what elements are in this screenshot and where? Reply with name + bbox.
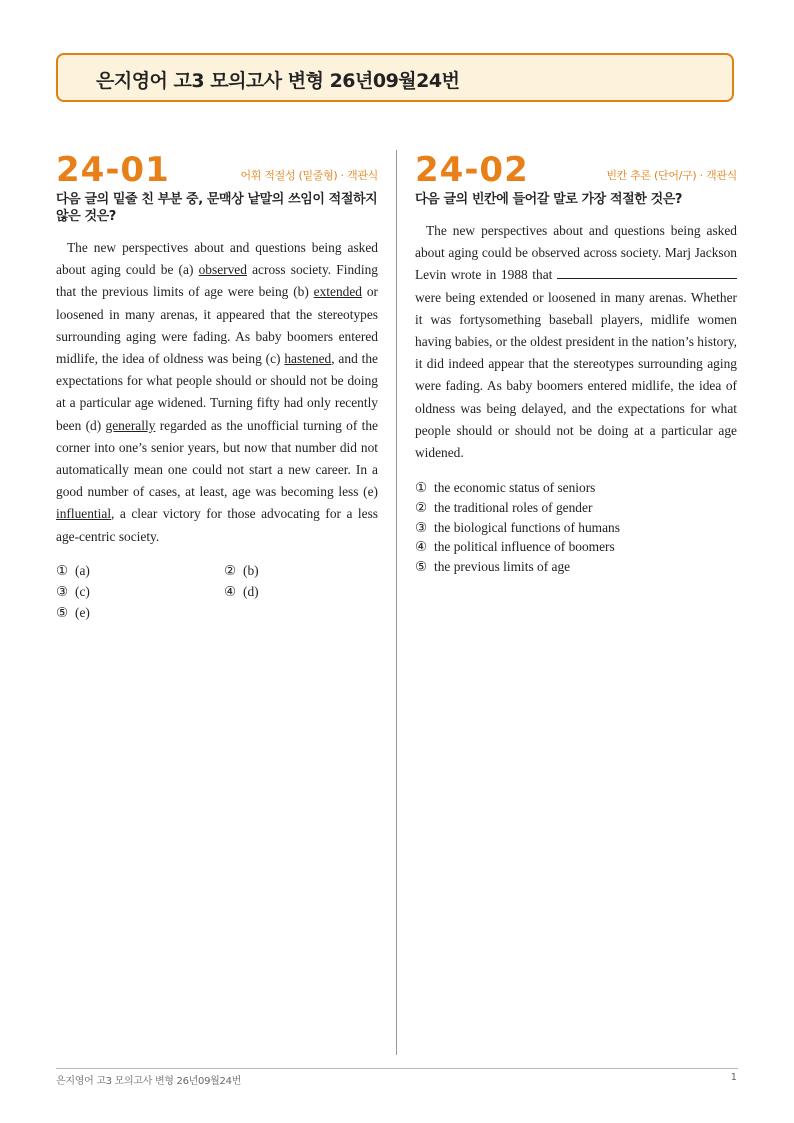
choice-text: (a) xyxy=(75,562,90,578)
choice-number: ① xyxy=(56,562,69,578)
choice-option[interactable] xyxy=(415,478,737,498)
choice-number: ⑤ xyxy=(415,559,428,575)
choice-list xyxy=(415,478,737,577)
passage xyxy=(415,220,737,464)
choice-option[interactable] xyxy=(224,561,374,581)
choice-number: ② xyxy=(224,562,237,578)
passage-text: across society. Finding that the previous limits of age were being (b) xyxy=(56,262,378,300)
question-number: 24-01 xyxy=(56,150,170,190)
passage-text: , a clear victory for those advocating for a less age-centric society. xyxy=(56,506,378,544)
passage-text: The new perspectives about and questions being asked about aging could be (a) xyxy=(56,240,378,278)
question-prompt: 다음 글의 빈칸에 들어갈 말로 가장 적절한 것은? xyxy=(415,192,683,207)
question-number: 24-02 xyxy=(415,150,529,190)
footer-divider xyxy=(56,1068,738,1069)
choice-number: ④ xyxy=(224,583,237,599)
passage-text: The new perspectives about and questions being asked about aging could be observed across society. Marj Jackson Levin wrote in 1988 that xyxy=(415,223,737,283)
choice-text: the previous limits of age xyxy=(434,559,571,575)
question-type: 빈칸 추론 (단어/구) · 객관식 xyxy=(606,169,737,182)
choice-number: ③ xyxy=(415,519,428,535)
underlined-word: hastened xyxy=(284,351,332,367)
choice-number: ① xyxy=(415,480,428,496)
choice-option[interactable] xyxy=(56,582,224,602)
page-title: 은지영어 고3 모의고사 변형 26년09월24번 xyxy=(96,70,460,92)
choice-text: (d) xyxy=(243,583,259,599)
page-number: 1 xyxy=(730,1072,737,1083)
passage-text: , and the expectations for what people should or should not be doing at a particular age widened. Turning fifty had only recently been (d) xyxy=(56,351,378,433)
choice-number: ③ xyxy=(56,583,69,599)
choice-option[interactable] xyxy=(56,603,224,623)
choice-text: the traditional roles of gender xyxy=(434,499,593,515)
question-type: 어휘 적절성 (밑줄형) · 객관식 xyxy=(240,169,378,182)
answer-blank xyxy=(557,266,737,279)
passage-text: regarded as the unofficial turning of the corner into one’s senior years, but now that number did not automatically mean one could not start a new career. In a good number of cases, at least, age was becoming less (e) xyxy=(56,417,378,500)
underlined-word: observed xyxy=(198,262,247,278)
choice-option[interactable] xyxy=(415,518,737,538)
question-24-01 xyxy=(56,152,378,623)
choice-text: (b) xyxy=(243,562,259,578)
choice-option[interactable] xyxy=(415,557,737,577)
column-divider xyxy=(396,150,397,1055)
choice-text: (e) xyxy=(75,604,90,620)
passage-text: or loosened in many arenas, it appeared that the stereotypes surrounding aging were fading. As baby boomers entered midlife, the idea of oldness was being (c) xyxy=(56,284,378,367)
choice-text: the economic status of seniors xyxy=(434,480,596,496)
choice-number: ⑤ xyxy=(56,604,69,620)
choice-option[interactable] xyxy=(224,582,374,602)
passage xyxy=(56,237,378,548)
choice-option[interactable] xyxy=(415,498,737,518)
choice-number: ② xyxy=(415,499,428,515)
underlined-word: generally xyxy=(105,417,156,433)
footer-title: 은지영어 고3 모의고사 변형 26년09월24번 xyxy=(56,1076,241,1087)
underlined-word: influential xyxy=(56,506,112,522)
choice-text: (c) xyxy=(75,583,90,599)
question-24-02 xyxy=(415,152,737,577)
question-prompt: 다음 글의 밑줄 친 부분 중, 문맥상 낱말의 쓰임이 적절하지 않은 것은? xyxy=(56,192,378,224)
choice-number: ④ xyxy=(415,539,428,555)
choice-list xyxy=(56,561,378,623)
choice-option[interactable] xyxy=(415,537,737,557)
header-box xyxy=(56,53,734,102)
passage-text: were being extended or loosened in many arenas. Whether it was fortysomething baseball players, midlife women having babies, or the oldest president in the nation’s history, it did indeed appear that the stereotypes surrounding aging were fading. As baby boomers entered midlife, the idea of oldness was being delayed, and the expectations for what people should or should not be doing at a particular age widened. xyxy=(415,289,737,461)
choice-text: the biological functions of humans xyxy=(434,519,620,535)
underlined-word: extended xyxy=(313,284,362,300)
choice-option[interactable] xyxy=(56,561,224,581)
choice-text: the political influence of boomers xyxy=(434,539,615,555)
